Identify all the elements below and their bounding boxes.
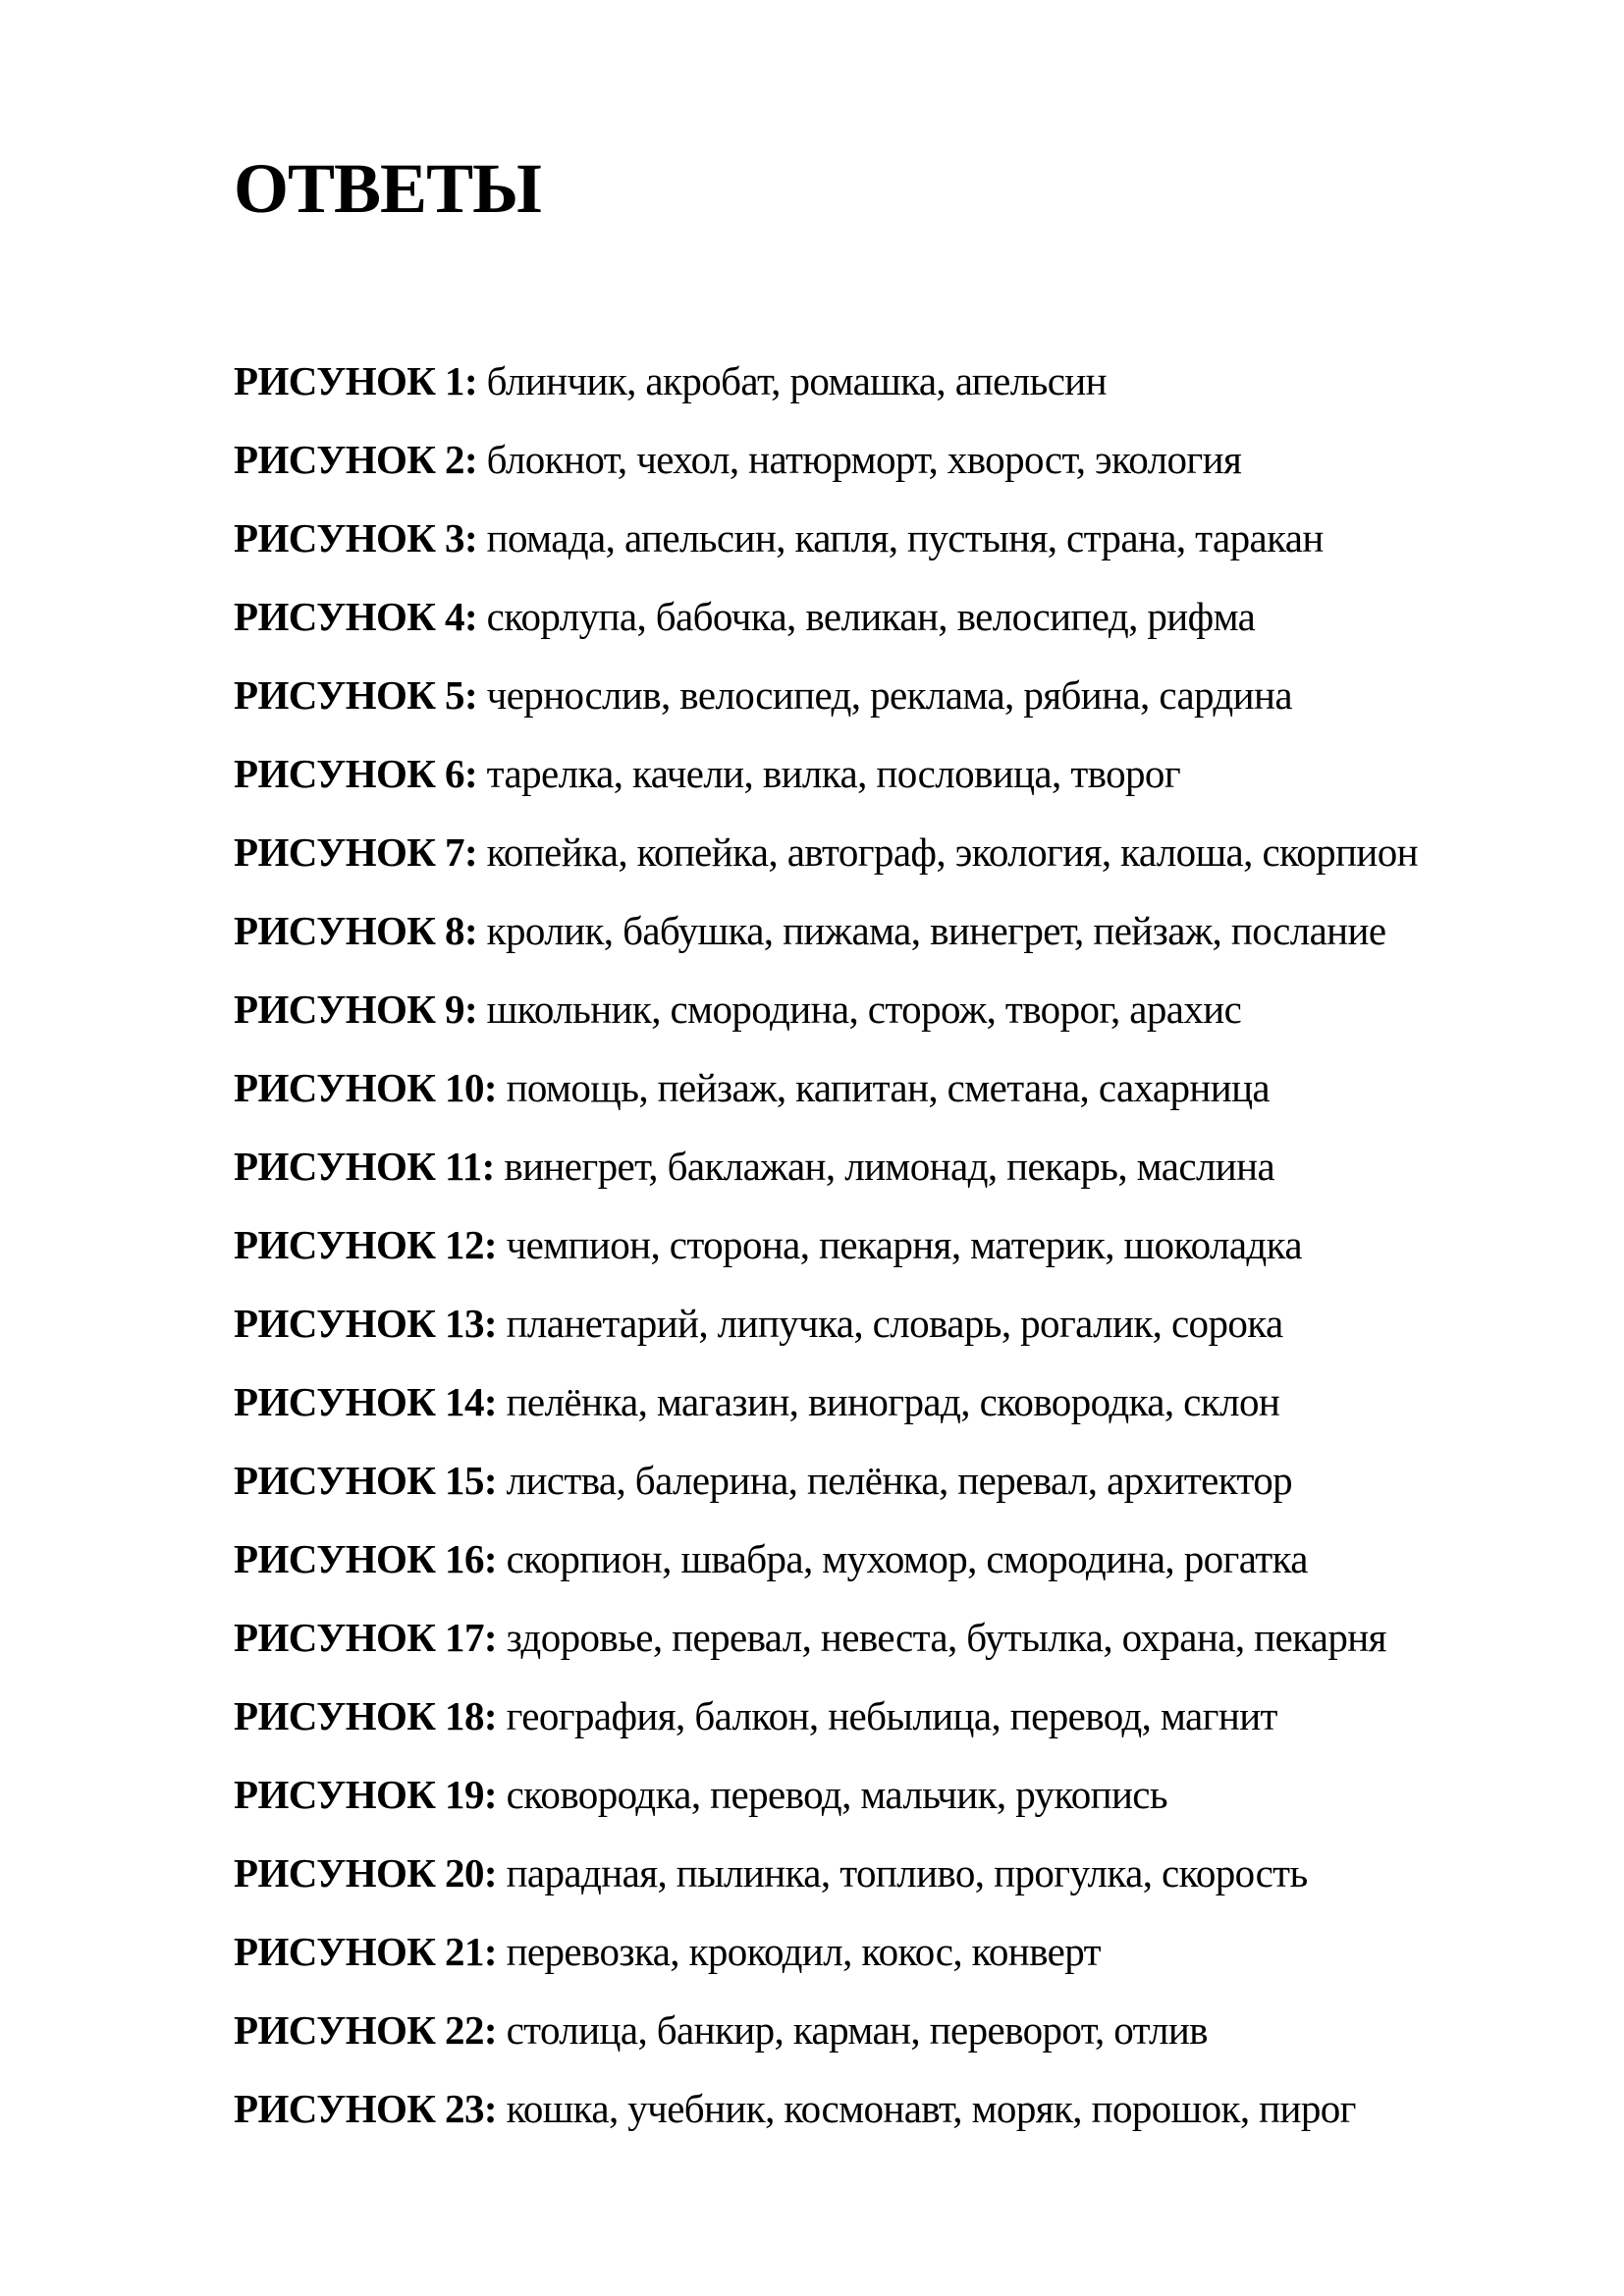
answer-words: листва, балерина, пелёнка, перевал, архитектор (506, 1458, 1293, 1503)
answer-words: винегрет, баклажан, лимонад, пекарь, маслина (504, 1144, 1275, 1189)
answer-words: скорлупа, бабочка, великан, велосипед, рифма (486, 594, 1256, 639)
answer-words: школьник, смородина, сторож, творог, арахис (486, 987, 1242, 1032)
answer-entry (234, 342, 1418, 420)
answer-words: кошка, учебник, космонавт, моряк, порошок, пирог (506, 2086, 1356, 2131)
figure-label: РИСУНОК 18: (234, 1693, 497, 1738)
answer-entry (234, 1677, 1418, 1755)
figure-label: РИСУНОК 5: (234, 672, 478, 718)
answer-entry (234, 813, 1418, 891)
answer-entry (234, 656, 1418, 734)
answer-words: здоровье, перевал, невеста, бутылка, охрана, пекарня (506, 1615, 1386, 1660)
answer-words: помощь, пейзаж, капитан, сметана, сахарница (506, 1065, 1271, 1110)
figure-label: РИСУНОК 17: (234, 1615, 497, 1660)
figure-label: РИСУНОК 22: (234, 2007, 497, 2053)
answer-words: блинчик, акробат, ромашка, апельсин (486, 358, 1107, 403)
figure-label: РИСУНОК 23: (234, 2086, 497, 2131)
answer-words: чемпион, сторона, пекарня, материк, шоколадка (506, 1222, 1302, 1267)
answer-entry (234, 1598, 1418, 1677)
answer-entry (234, 1127, 1418, 1205)
figure-label: РИСУНОК 16: (234, 1536, 497, 1581)
figure-label: РИСУНОК 4: (234, 594, 478, 639)
figure-label: РИСУНОК 3: (234, 515, 478, 561)
answer-words: перевозка, крокодил, кокос, конверт (506, 1929, 1101, 1974)
answer-words: копейка, копейка, автограф, экология, калоша, скорпион (486, 829, 1419, 875)
answer-words: сковородка, перевод, мальчик, рукопись (506, 1772, 1167, 1817)
answer-words: планетарий, липучка, словарь, рогалик, сорока (506, 1301, 1283, 1346)
answer-words: тарелка, качели, вилка, пословица, творог (486, 751, 1181, 796)
answer-words: чернослив, велосипед, реклама, рябина, сардина (486, 672, 1292, 718)
answer-entry (234, 970, 1418, 1048)
figure-label: РИСУНОК 20: (234, 1850, 497, 1896)
answer-entry (234, 891, 1418, 970)
figure-label: РИСУНОК 2: (234, 437, 478, 482)
answer-entry (234, 2069, 1418, 2148)
answer-words: парадная, пылинка, топливо, прогулка, скорость (506, 1850, 1308, 1896)
page-title: ОТВЕТЫ (234, 149, 541, 228)
figure-label: РИСУНОК 15: (234, 1458, 497, 1503)
answer-entry (234, 1362, 1418, 1441)
answers-list (234, 342, 1418, 2148)
answer-entry (234, 1048, 1418, 1127)
figure-label: РИСУНОК 9: (234, 987, 478, 1032)
figure-label: РИСУНОК 7: (234, 829, 478, 875)
answer-entry (234, 1755, 1418, 1834)
answer-words: кролик, бабушка, пижама, винегрет, пейзаж, послание (486, 908, 1386, 953)
answer-words: пелёнка, магазин, виноград, сковородка, склон (506, 1379, 1280, 1424)
answer-entry (234, 734, 1418, 813)
answer-entry (234, 1284, 1418, 1362)
figure-label: РИСУНОК 10: (234, 1065, 497, 1110)
figure-label: РИСУНОК 1: (234, 358, 478, 403)
figure-label: РИСУНОК 6: (234, 751, 478, 796)
figure-label: РИСУНОК 13: (234, 1301, 497, 1346)
answer-words: скорпион, швабра, мухомор, смородина, рогатка (506, 1536, 1308, 1581)
answer-words: столица, банкир, карман, переворот, отлив (506, 2007, 1208, 2053)
answer-entry (234, 1520, 1418, 1598)
answer-entry (234, 577, 1418, 656)
answer-entry (234, 1205, 1418, 1284)
answer-entry (234, 1441, 1418, 1520)
answer-words: блокнот, чехол, натюрморт, хворост, экология (486, 437, 1242, 482)
figure-label: РИСУНОК 8: (234, 908, 478, 953)
answer-entry (234, 420, 1418, 499)
figure-label: РИСУНОК 11: (234, 1144, 495, 1189)
answer-entry (234, 1991, 1418, 2069)
answer-words: помада, апельсин, капля, пустыня, страна, таракан (486, 515, 1324, 561)
figure-label: РИСУНОК 19: (234, 1772, 497, 1817)
figure-label: РИСУНОК 12: (234, 1222, 497, 1267)
answer-entry (234, 1912, 1418, 1991)
answer-entry (234, 1834, 1418, 1912)
answer-entry (234, 499, 1418, 577)
answer-words: география, балкон, небылица, перевод, магнит (506, 1693, 1277, 1738)
figure-label: РИСУНОК 14: (234, 1379, 497, 1424)
figure-label: РИСУНОК 21: (234, 1929, 497, 1974)
